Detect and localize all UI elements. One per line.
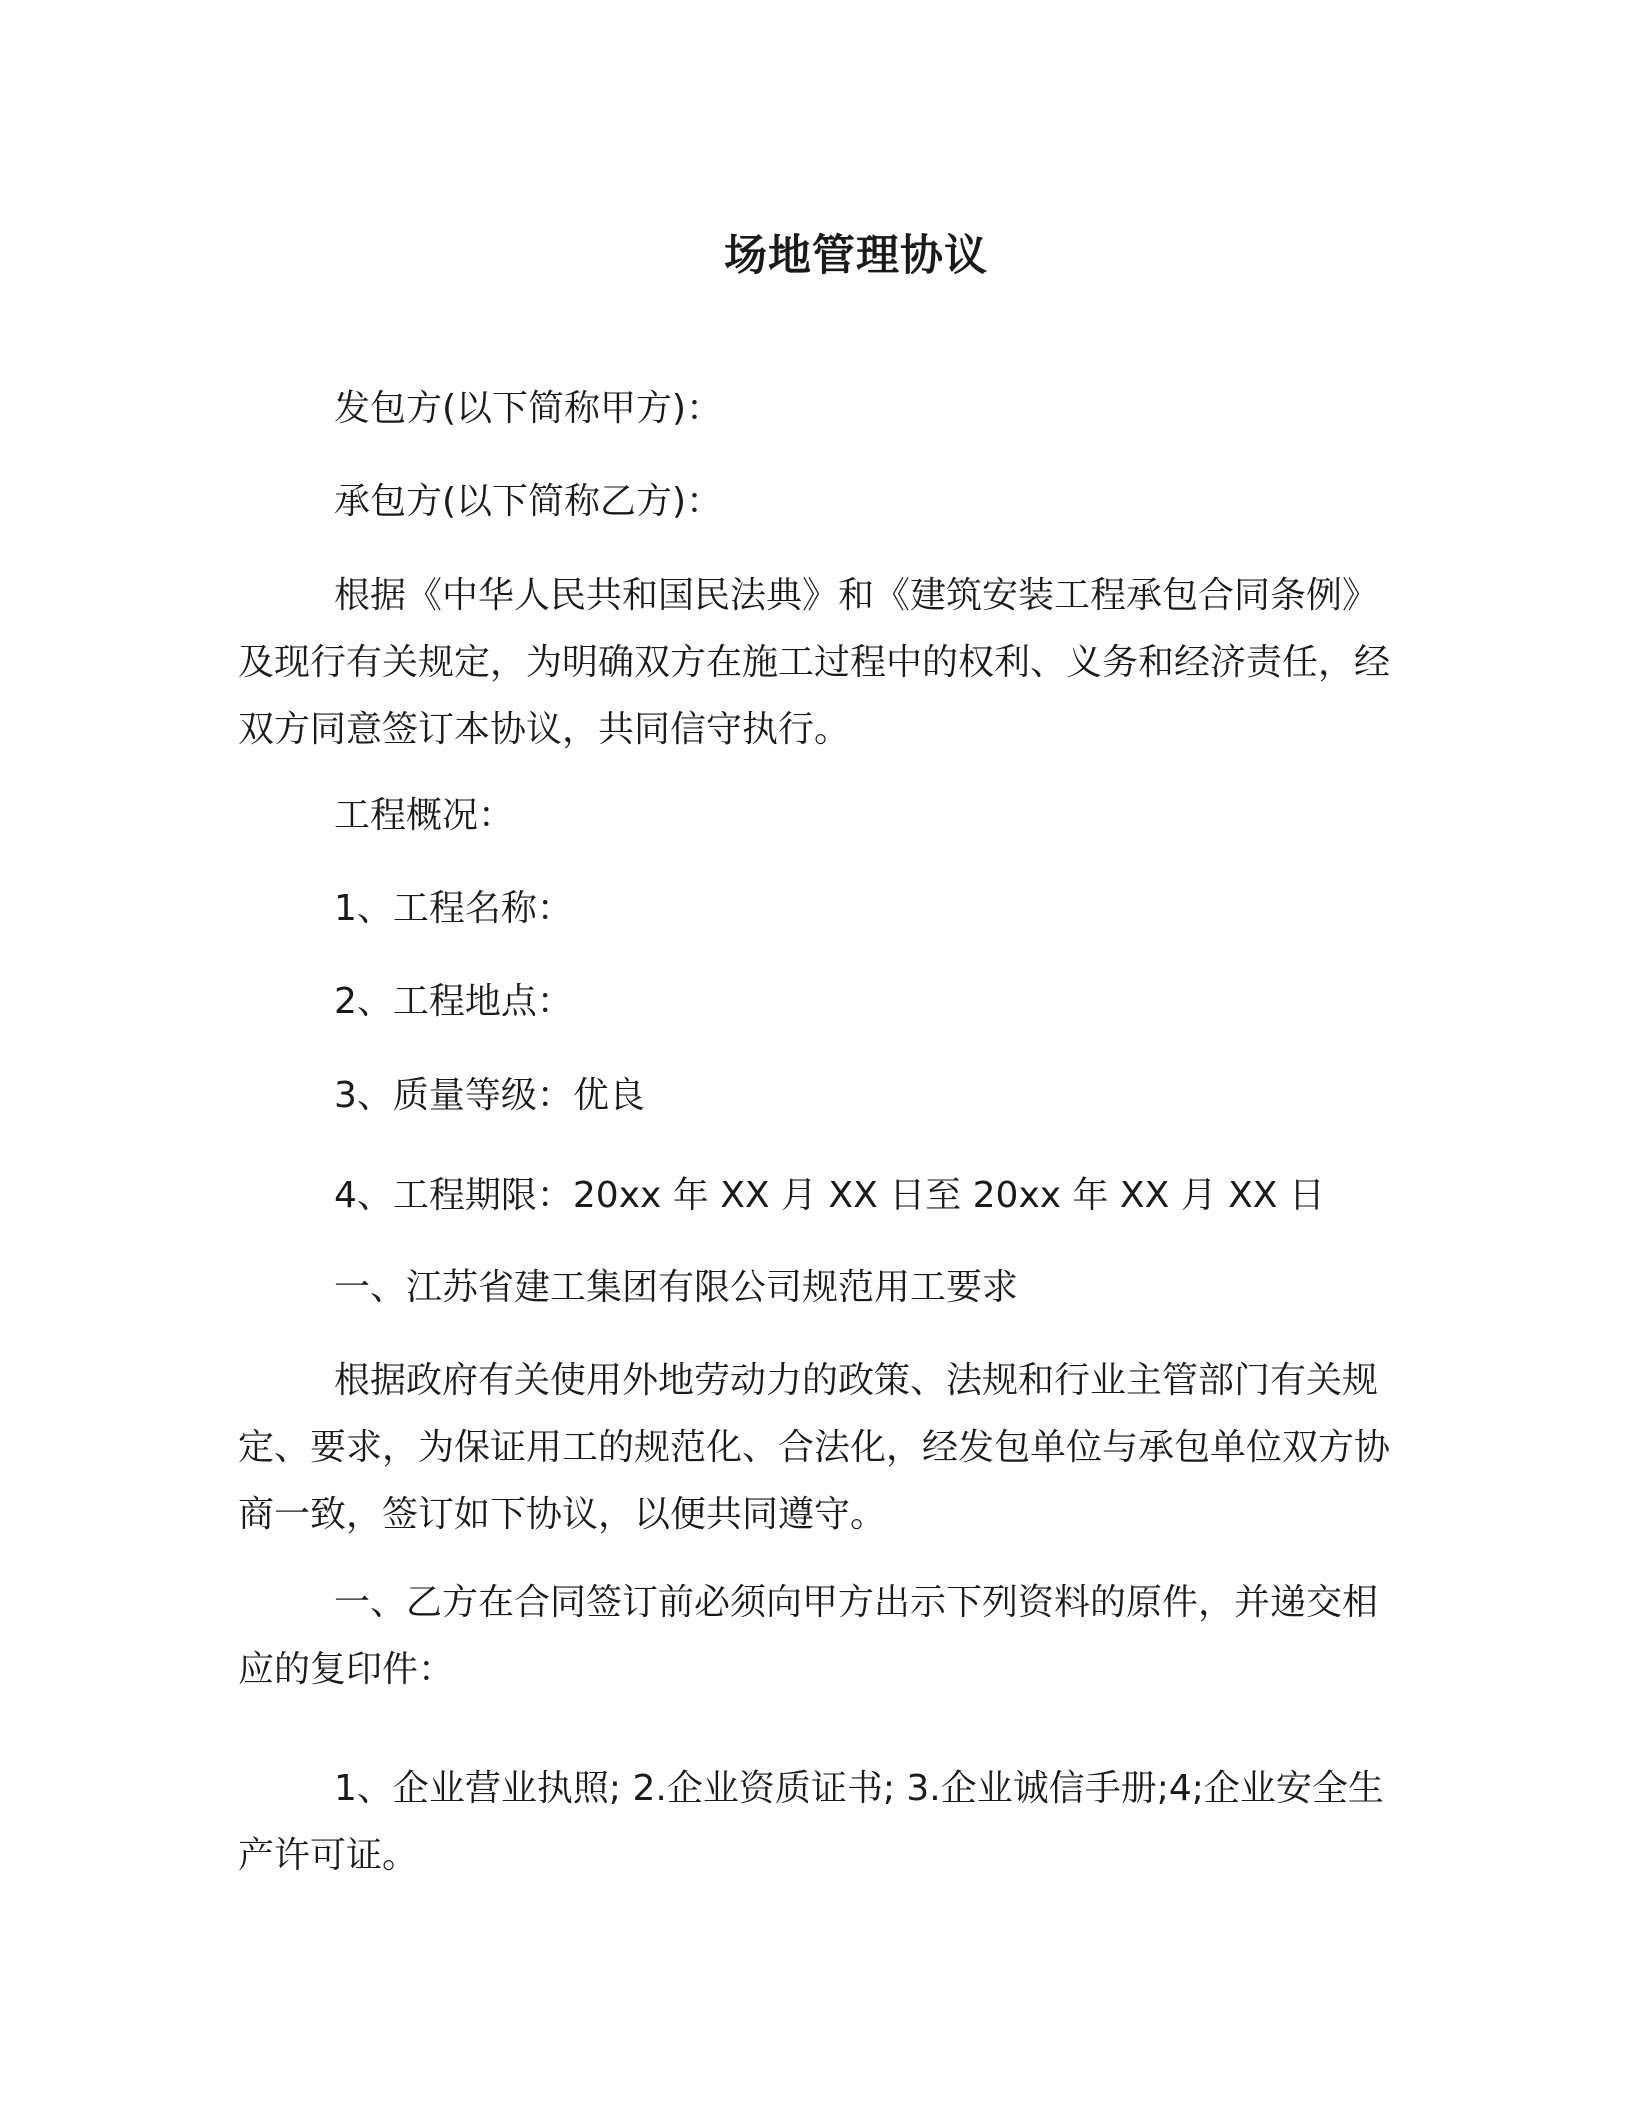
overview-item-quality: 3、质量等级：优良 xyxy=(334,1075,645,1116)
overview-item-name: 1、工程名称： xyxy=(334,888,573,929)
clause-one-items: 1、企业营业执照; 2.企业资质证书; 3.企业诚信手册;4;企业安全生产许可证。 xyxy=(238,1768,1384,1876)
section-one-paragraph: 根据政府有关使用外地劳动力的政策、法规和行业主管部门有关规定、要求，为保证用工的规范化、合法化，经发包单位与承包单位双方协商一致，签订如下协议，以便共同遵守。 xyxy=(238,1360,1391,1535)
overview-item-period: 4、工程期限：20xx 年 XX 月 XX 日至 20xx 年 XX 月 XX 日 xyxy=(334,1175,1325,1216)
clause-one-paragraph: 一、乙方在合同签订前必须向甲方出示下列资料的原件，并递交相应的复印件： xyxy=(238,1582,1379,1690)
intro-paragraph: 根据《中华人民共和国民法典》和《建筑安装工程承包合同条例》及现行有关规定，为明确双方在施工过程中的权利、义务和经济责任，经双方同意签订本协议，共同信守执行。 xyxy=(238,575,1391,750)
party-b-line: 承包方(以下简称乙方)： xyxy=(334,481,723,522)
overview-item-location: 2、工程地点： xyxy=(334,981,573,1022)
document-title: 场地管理协议 xyxy=(724,231,988,281)
overview-heading: 工程概况： xyxy=(334,795,515,836)
party-a-line: 发包方(以下简称甲方)： xyxy=(334,388,723,429)
section-one-heading: 一、江苏省建工集团有限公司规范用工要求 xyxy=(334,1267,1019,1308)
